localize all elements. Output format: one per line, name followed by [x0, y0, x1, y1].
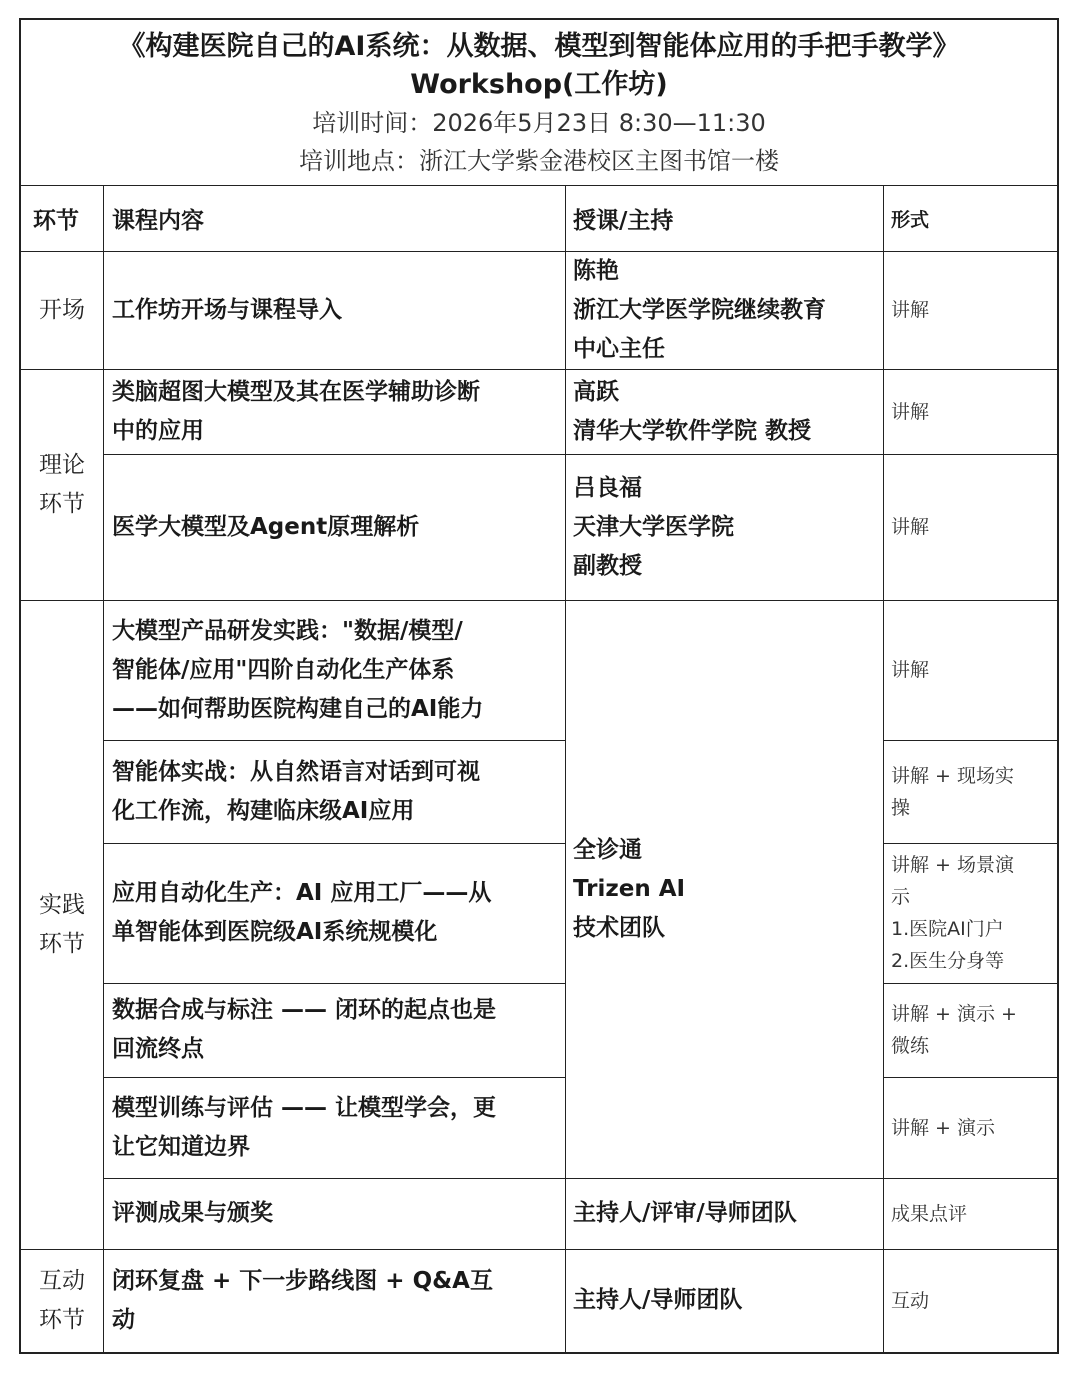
title-block: [21, 20, 1057, 186]
course-format: 讲解: [891, 516, 930, 538]
course-lecturer: 陈艳 浙江大学医学院继续教育 中心主任: [573, 257, 826, 362]
column-header-format: 形式: [891, 208, 930, 231]
course-content: 评测成果与颁奖: [112, 1200, 273, 1226]
course-content: 数据合成与标注 —— 闭环的起点也是 回流终点: [112, 997, 497, 1062]
course-content: 医学大模型及Agent原理解析: [112, 513, 420, 540]
course-format: 互动: [891, 1289, 930, 1312]
practice-lecturer: 全诊通 Trizen AI 技术团队: [573, 836, 686, 941]
training-place: 培训地点：浙江大学紫金港校区主图书馆一楼: [299, 147, 779, 175]
course-format: 讲解 + 演示: [891, 1116, 995, 1139]
section-practice: 实践 环节: [39, 891, 85, 957]
column-header-content: 课程内容: [112, 207, 204, 234]
course-content: 模型训练与评估 —— 让模型学会，更 让它知道边界: [112, 1094, 497, 1160]
course-content: 应用自动化生产：AI 应用工厂——从 单智能体到医院级AI系统规模化: [112, 880, 492, 945]
course-content: 工作坊开场与课程导入: [112, 296, 342, 323]
training-time: 培训时间：2026年5月23日 8:30—11:30: [312, 109, 766, 137]
page-title: 《构建医院自己的AI系统：从数据、模型到智能体应用的手把手教学》: [118, 31, 960, 62]
schedule-sheet: [19, 18, 1059, 1354]
course-format: 讲解: [891, 659, 930, 681]
course-lecturer: 高跃 清华大学软件学院 教授: [573, 378, 812, 444]
course-content: 类脑超图大模型及其在医学辅助诊断 中的应用: [112, 378, 480, 444]
course-format: 成果点评: [891, 1202, 968, 1225]
section-opening: 开场: [39, 296, 85, 323]
course-format: 讲解 + 现场实 操: [891, 764, 1014, 819]
course-format: 讲解 + 场景演 示 1.医院AI门户 2.医生分身等: [891, 854, 1014, 972]
course-content: 大模型产品研发实践："数据/模型/ 智能体/应用"四阶自动化生产体系 ——如何帮助医院构建自己的AI能力: [112, 617, 484, 722]
course-lecturer: 主持人/评审/导师团队: [573, 1200, 797, 1226]
page-subtitle: Workshop(工作坊): [410, 69, 668, 100]
column-header-section: 环节: [33, 207, 79, 234]
course-format: 讲解: [891, 299, 930, 321]
course-content: 智能体实战：从自然语言对话到可视 化工作流，构建临床级AI应用: [112, 758, 480, 824]
course-content: 闭环复盘 + 下一步路线图 + Q&A互 动: [112, 1267, 493, 1333]
course-lecturer: 吕良福 天津大学医学院 副教授: [573, 474, 734, 579]
column-header-lecturer: 授课/主持: [573, 207, 674, 234]
course-lecturer: 主持人/导师团队: [573, 1287, 743, 1313]
section-theory: 理论 环节: [39, 451, 85, 517]
section-interaction: 互动 环节: [39, 1267, 85, 1333]
course-format: 讲解: [891, 400, 930, 423]
course-format: 讲解 + 演示 + 微练: [891, 1003, 1017, 1057]
